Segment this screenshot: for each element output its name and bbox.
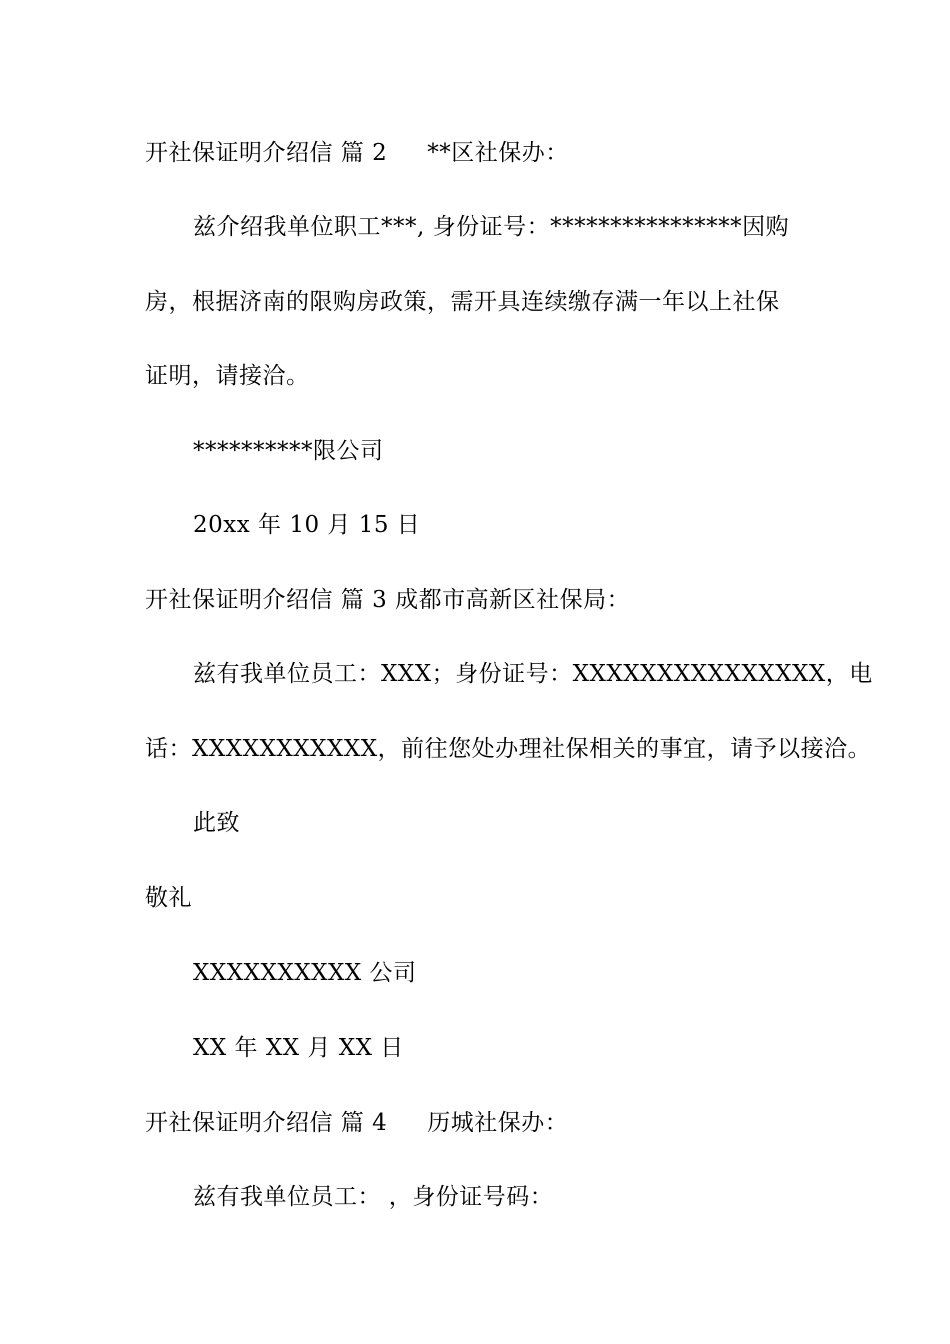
section-heading-3: 开社保证明介绍信 篇 3 成都市高新区社保局：	[145, 587, 631, 613]
closing-phrase: 此致	[193, 810, 240, 836]
paragraph-line: 房，根据济南的限购房政策，需开具连续缴存满一年以上社保	[145, 289, 780, 315]
addressee: 历城社保办：	[427, 1110, 569, 1136]
addressee: **区社保办：	[427, 140, 569, 166]
section-heading-4	[145, 1108, 845, 1138]
paragraph-line: 话：XXXXXXXXXXX，前往您处办理社保相关的事宜，请予以接洽。	[145, 736, 872, 762]
closing-salutation: 敬礼	[145, 885, 192, 911]
section-heading-2	[145, 138, 845, 168]
heading-title: 开社保证明介绍信 篇 2	[145, 140, 388, 166]
heading-title: 开社保证明介绍信 篇 4	[145, 1110, 388, 1136]
date-line: XX 年 XX 月 XX 日	[193, 1035, 404, 1061]
company-signature: **********限公司	[193, 438, 384, 464]
date-line: 20xx 年 10 月 15 日	[193, 512, 421, 538]
paragraph-line: 证明，请接洽。	[145, 363, 310, 389]
paragraph-line: 兹有我单位员工：XXX；身份证号：XXXXXXXXXXXXXXX，电	[193, 661, 873, 687]
paragraph-line: 兹介绍我单位职工***, 身份证号：****************因购	[193, 214, 790, 240]
company-signature: XXXXXXXXXX 公司	[193, 960, 417, 986]
paragraph-line: 兹有我单位员工： ，身份证号码：	[193, 1184, 554, 1210]
